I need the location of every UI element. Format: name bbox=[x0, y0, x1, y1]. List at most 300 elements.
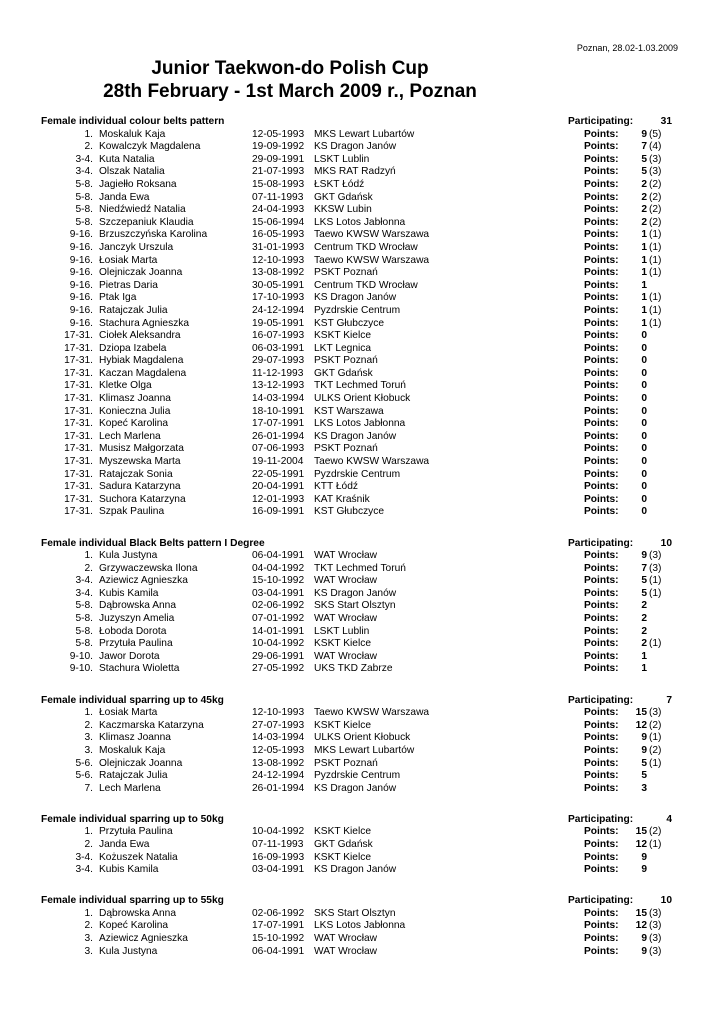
points-value: 0 bbox=[641, 493, 647, 505]
club-name: SKS Start Olsztyn bbox=[314, 907, 396, 919]
competitor-name: Suchora Katarzyna bbox=[99, 493, 186, 505]
result-row bbox=[0, 242, 724, 255]
rank: 2. bbox=[84, 838, 93, 850]
points-label: Points: bbox=[584, 663, 619, 675]
birth-date: 14-03-1994 bbox=[252, 732, 305, 744]
result-row bbox=[0, 506, 724, 519]
club-name: UKS TKD Zabrze bbox=[314, 663, 393, 675]
competitor-name: Grzywaczewska Ilona bbox=[99, 562, 198, 574]
participating-count: 10 bbox=[660, 895, 672, 907]
club-name: KS Dragon Janów bbox=[314, 292, 397, 304]
rank: 3-4. bbox=[75, 864, 93, 876]
points-value: 5 bbox=[641, 153, 647, 165]
birth-date: 19-09-1992 bbox=[252, 141, 305, 153]
points-value: 1 bbox=[641, 229, 647, 241]
rank: 5-6. bbox=[75, 770, 93, 782]
birth-date: 12-05-1993 bbox=[252, 744, 305, 756]
competitor-name: Kletke Olga bbox=[99, 380, 152, 392]
rank: 17-31. bbox=[64, 456, 93, 468]
birth-date: 07-06-1993 bbox=[252, 443, 305, 455]
birth-date: 26-01-1994 bbox=[252, 782, 305, 794]
club-name: KKSW Lubin bbox=[314, 204, 372, 216]
points-label: Points: bbox=[584, 216, 619, 228]
competitor-name: Dąbrowska Anna bbox=[99, 907, 177, 919]
points-label: Points: bbox=[584, 493, 619, 505]
participating-label: Participating: bbox=[568, 813, 634, 825]
competitor-name: Kopeć Karolina bbox=[99, 418, 169, 430]
club-name: WAT Wrocław bbox=[314, 613, 378, 625]
competitor-name: Niedźwiedź Natalia bbox=[99, 204, 186, 216]
points-value: 5 bbox=[641, 575, 647, 587]
rank: 9-16. bbox=[69, 304, 93, 316]
rank: 17-31. bbox=[64, 367, 93, 379]
points-value: 9 bbox=[641, 945, 647, 957]
competitor-name: Łosiak Marta bbox=[99, 707, 158, 719]
result-row bbox=[0, 494, 724, 507]
points-label: Points: bbox=[584, 355, 619, 367]
section-title: Female individual sparring up to 45kg bbox=[41, 694, 224, 706]
points-extra: (3) bbox=[649, 562, 662, 574]
result-row bbox=[0, 292, 724, 305]
points-extra: (1) bbox=[649, 254, 662, 266]
document-subtitle: 28th February - 1st March 2009 r., Poznan bbox=[103, 81, 477, 102]
participating-label: Participating: bbox=[568, 537, 634, 549]
club-name: KSKT Kielce bbox=[314, 851, 372, 863]
birth-date: 14-03-1994 bbox=[252, 393, 305, 405]
rank: 1. bbox=[84, 550, 93, 562]
club-name: TKT Lechmed Toruń bbox=[314, 562, 406, 574]
points-value: 0 bbox=[641, 456, 647, 468]
points-label: Points: bbox=[584, 587, 619, 599]
birth-date: 02-06-1992 bbox=[252, 907, 305, 919]
result-row bbox=[0, 651, 724, 664]
points-label: Points: bbox=[584, 418, 619, 430]
points-extra: (2) bbox=[649, 744, 662, 756]
club-name: TKT Lechmed Toruń bbox=[314, 380, 406, 392]
points-extra: (1) bbox=[649, 838, 662, 850]
rank: 9-16. bbox=[69, 279, 93, 291]
rank: 5-8. bbox=[75, 600, 93, 612]
section-header bbox=[0, 695, 724, 708]
birth-date: 30-05-1991 bbox=[252, 279, 305, 291]
competitor-name: Szczepaniuk Klaudia bbox=[99, 216, 194, 228]
result-row bbox=[0, 154, 724, 167]
result-row bbox=[0, 933, 724, 946]
competitor-name: Łoboda Dorota bbox=[99, 625, 167, 637]
rank: 3-4. bbox=[75, 153, 93, 165]
points-extra: (2) bbox=[649, 204, 662, 216]
competitor-name: Kula Justyna bbox=[99, 945, 158, 957]
result-row bbox=[0, 330, 724, 343]
points-label: Points: bbox=[584, 267, 619, 279]
competitor-name: Myszewska Marta bbox=[99, 456, 181, 468]
competitor-name: Lech Marlena bbox=[99, 782, 161, 794]
result-row bbox=[0, 355, 724, 368]
points-extra: (1) bbox=[649, 757, 662, 769]
section-header bbox=[0, 538, 724, 551]
club-name: LKS Lotos Jabłonna bbox=[314, 418, 406, 430]
rank: 2. bbox=[84, 920, 93, 932]
document-title: Junior Taekwon-do Polish Cup bbox=[151, 58, 429, 79]
club-name: ULKS Orient Kłobuck bbox=[314, 393, 411, 405]
club-name: WAT Wrocław bbox=[314, 550, 378, 562]
rank: 9-10. bbox=[69, 650, 93, 662]
club-name: KST Głubczyce bbox=[314, 317, 385, 329]
birth-date: 20-04-1991 bbox=[252, 481, 305, 493]
section-header bbox=[0, 895, 724, 908]
result-row bbox=[0, 550, 724, 563]
section-title: Female individual sparring up to 55kg bbox=[41, 895, 224, 907]
club-name: Centrum TKD Wrocław bbox=[314, 279, 418, 291]
rank: 5-8. bbox=[75, 178, 93, 190]
points-extra: (1) bbox=[649, 229, 662, 241]
points-value: 9 bbox=[641, 864, 647, 876]
result-row bbox=[0, 783, 724, 796]
club-name: PSKT Poznań bbox=[314, 355, 378, 367]
birth-date: 16-09-1993 bbox=[252, 851, 305, 863]
birth-date: 13-08-1992 bbox=[252, 267, 305, 279]
points-label: Points: bbox=[584, 782, 619, 794]
points-value: 2 bbox=[641, 600, 647, 612]
result-row bbox=[0, 192, 724, 205]
result-row bbox=[0, 908, 724, 921]
birth-date: 07-11-1993 bbox=[252, 838, 304, 850]
competitor-name: Kuta Natalia bbox=[99, 153, 155, 165]
points-extra: (4) bbox=[649, 141, 662, 153]
birth-date: 29-06-1991 bbox=[252, 650, 305, 662]
points-label: Points: bbox=[584, 481, 619, 493]
points-label: Points: bbox=[584, 204, 619, 216]
birth-date: 24-12-1994 bbox=[252, 304, 305, 316]
club-name: KS Dragon Janów bbox=[314, 864, 397, 876]
points-label: Points: bbox=[584, 128, 619, 140]
rank: 9-16. bbox=[69, 229, 93, 241]
competitor-name: Hybiak Magdalena bbox=[99, 355, 184, 367]
rank: 9-16. bbox=[69, 317, 93, 329]
points-value: 1 bbox=[641, 279, 647, 291]
rank: 3. bbox=[84, 945, 93, 957]
birth-date: 16-05-1993 bbox=[252, 229, 305, 241]
club-name: WAT Wrocław bbox=[314, 575, 378, 587]
points-value: 9 bbox=[641, 128, 647, 140]
points-extra: (1) bbox=[649, 732, 662, 744]
points-value: 0 bbox=[641, 380, 647, 392]
points-label: Points: bbox=[584, 744, 619, 756]
points-value: 2 bbox=[641, 178, 647, 190]
points-label: Points: bbox=[584, 153, 619, 165]
competitor-name: Lech Marlena bbox=[99, 430, 161, 442]
section-title: Female individual sparring up to 50kg bbox=[41, 813, 224, 825]
rank: 1. bbox=[84, 128, 93, 140]
rank: 5-8. bbox=[75, 638, 93, 650]
competitor-name: Moskaluk Kaja bbox=[99, 744, 166, 756]
points-extra: (3) bbox=[649, 550, 662, 562]
points-value: 12 bbox=[635, 920, 647, 932]
birth-date: 15-10-1992 bbox=[252, 933, 305, 945]
club-name: GKT Gdańsk bbox=[314, 367, 373, 379]
result-row bbox=[0, 663, 724, 676]
result-row bbox=[0, 638, 724, 651]
birth-date: 13-08-1992 bbox=[252, 757, 305, 769]
points-label: Points: bbox=[584, 443, 619, 455]
points-label: Points: bbox=[584, 757, 619, 769]
competitor-name: Moskaluk Kaja bbox=[99, 128, 166, 140]
results-section bbox=[0, 695, 724, 796]
results-sections bbox=[0, 116, 724, 977]
birth-date: 02-06-1992 bbox=[252, 600, 305, 612]
competitor-name: Dziopa Izabela bbox=[99, 342, 167, 354]
club-name: Pyzdrskie Centrum bbox=[314, 468, 401, 480]
competitor-name: Ratajczak Julia bbox=[99, 304, 168, 316]
rank: 17-31. bbox=[64, 493, 93, 505]
birth-date: 03-04-1991 bbox=[252, 864, 305, 876]
points-extra: (1) bbox=[649, 587, 662, 599]
result-row bbox=[0, 720, 724, 733]
points-label: Points: bbox=[584, 405, 619, 417]
result-row bbox=[0, 318, 724, 331]
points-value: 9 bbox=[641, 744, 647, 756]
points-label: Points: bbox=[584, 600, 619, 612]
result-row bbox=[0, 406, 724, 419]
birth-date: 24-04-1993 bbox=[252, 204, 305, 216]
competitor-name: Szpak Paulina bbox=[99, 506, 165, 518]
competitor-name: Juzyszyn Amelia bbox=[99, 613, 175, 625]
points-value: 1 bbox=[641, 241, 647, 253]
club-name: KSKT Kielce bbox=[314, 719, 372, 731]
participating-label: Participating: bbox=[568, 694, 634, 706]
points-extra: (3) bbox=[649, 153, 662, 165]
points-label: Points: bbox=[584, 933, 619, 945]
points-label: Points: bbox=[584, 304, 619, 316]
club-name: GKT Gdańsk bbox=[314, 838, 373, 850]
birth-date: 12-10-1993 bbox=[252, 254, 305, 266]
birth-date: 12-10-1993 bbox=[252, 707, 305, 719]
result-row bbox=[0, 166, 724, 179]
rank: 17-31. bbox=[64, 443, 93, 455]
rank: 1. bbox=[84, 826, 93, 838]
result-row bbox=[0, 380, 724, 393]
participating-count: 7 bbox=[666, 694, 672, 706]
competitor-name: Klimasz Joanna bbox=[99, 393, 171, 405]
points-label: Points: bbox=[584, 638, 619, 650]
points-value: 1 bbox=[641, 254, 647, 266]
result-row bbox=[0, 204, 724, 217]
result-row bbox=[0, 839, 724, 852]
points-label: Points: bbox=[584, 613, 619, 625]
rank: 2. bbox=[84, 141, 93, 153]
points-label: Points: bbox=[584, 330, 619, 342]
result-row bbox=[0, 129, 724, 142]
club-name: KSKT Kielce bbox=[314, 638, 372, 650]
points-label: Points: bbox=[584, 229, 619, 241]
rank: 17-31. bbox=[64, 380, 93, 392]
points-label: Points: bbox=[584, 707, 619, 719]
competitor-name: Olejniczak Joanna bbox=[99, 757, 183, 769]
points-extra: (2) bbox=[649, 216, 662, 228]
club-name: SKS Start Olsztyn bbox=[314, 600, 396, 612]
result-row bbox=[0, 575, 724, 588]
points-value: 12 bbox=[635, 719, 647, 731]
points-value: 15 bbox=[635, 907, 647, 919]
competitor-name: Kożuszek Natalia bbox=[99, 851, 178, 863]
result-row bbox=[0, 255, 724, 268]
rank: 17-31. bbox=[64, 342, 93, 354]
rank: 9-16. bbox=[69, 241, 93, 253]
rank: 1. bbox=[84, 907, 93, 919]
points-value: 1 bbox=[641, 292, 647, 304]
competitor-name: Aziewicz Agnieszka bbox=[99, 575, 188, 587]
club-name: WAT Wrocław bbox=[314, 650, 378, 662]
participating-label: Participating: bbox=[568, 116, 634, 127]
birth-date: 06-03-1991 bbox=[252, 342, 305, 354]
points-value: 15 bbox=[635, 707, 647, 719]
points-value: 3 bbox=[641, 782, 647, 794]
result-row bbox=[0, 920, 724, 933]
club-name: LKS Lotos Jabłonna bbox=[314, 216, 406, 228]
points-value: 5 bbox=[641, 757, 647, 769]
competitor-name: Janczyk Urszula bbox=[99, 241, 174, 253]
points-label: Points: bbox=[584, 770, 619, 782]
points-extra: (2) bbox=[649, 826, 662, 838]
points-value: 0 bbox=[641, 355, 647, 367]
rank: 3-4. bbox=[75, 587, 93, 599]
points-label: Points: bbox=[584, 851, 619, 863]
result-row bbox=[0, 280, 724, 293]
result-row bbox=[0, 946, 724, 959]
points-extra: (1) bbox=[649, 575, 662, 587]
club-name: ŁSKT Łódź bbox=[314, 178, 365, 190]
birth-date: 11-12-1993 bbox=[252, 367, 304, 379]
result-row bbox=[0, 770, 724, 783]
result-row bbox=[0, 613, 724, 626]
birth-date: 31-01-1993 bbox=[252, 241, 305, 253]
result-row bbox=[0, 443, 724, 456]
competitor-name: Jawor Dorota bbox=[99, 650, 160, 662]
results-section bbox=[0, 814, 724, 877]
rank: 17-31. bbox=[64, 418, 93, 430]
points-value: 0 bbox=[641, 418, 647, 430]
competitor-name: Aziewicz Agnieszka bbox=[99, 933, 188, 945]
points-value: 7 bbox=[641, 562, 647, 574]
points-label: Points: bbox=[584, 550, 619, 562]
points-value: 0 bbox=[641, 330, 647, 342]
points-label: Points: bbox=[584, 719, 619, 731]
points-extra: (2) bbox=[649, 719, 662, 731]
result-row bbox=[0, 368, 724, 381]
section-header bbox=[0, 814, 724, 827]
competitor-name: Janda Ewa bbox=[99, 191, 150, 203]
birth-date: 14-01-1991 bbox=[252, 625, 305, 637]
club-name: GKT Gdańsk bbox=[314, 191, 373, 203]
birth-date: 26-01-1994 bbox=[252, 430, 305, 442]
rank: 2. bbox=[84, 719, 93, 731]
competitor-name: Kaczmarska Katarzyna bbox=[99, 719, 204, 731]
points-value: 9 bbox=[641, 550, 647, 562]
points-label: Points: bbox=[584, 864, 619, 876]
result-row bbox=[0, 745, 724, 758]
participating-count: 4 bbox=[666, 813, 672, 825]
points-extra: (3) bbox=[649, 707, 662, 719]
participating-count: 31 bbox=[660, 116, 672, 127]
club-name: KS Dragon Janów bbox=[314, 587, 397, 599]
points-extra: (3) bbox=[649, 907, 662, 919]
points-value: 0 bbox=[641, 506, 647, 518]
result-row bbox=[0, 179, 724, 192]
rank: 17-31. bbox=[64, 330, 93, 342]
birth-date: 22-05-1991 bbox=[252, 468, 305, 480]
birth-date: 15-06-1994 bbox=[252, 216, 305, 228]
birth-date: 17-07-1991 bbox=[252, 920, 305, 932]
result-row bbox=[0, 563, 724, 576]
club-name: PSKT Poznań bbox=[314, 757, 378, 769]
club-name: KSKT Kielce bbox=[314, 330, 372, 342]
points-value: 1 bbox=[641, 267, 647, 279]
rank: 9-10. bbox=[69, 663, 93, 675]
rank: 9-16. bbox=[69, 267, 93, 279]
club-name: PSKT Poznań bbox=[314, 267, 378, 279]
competitor-name: Stachura Wioletta bbox=[99, 663, 180, 675]
points-value: 0 bbox=[641, 342, 647, 354]
rank: 17-31. bbox=[64, 393, 93, 405]
competitor-name: Ratajczak Sonia bbox=[99, 468, 173, 480]
birth-date: 29-09-1991 bbox=[252, 153, 305, 165]
points-value: 2 bbox=[641, 216, 647, 228]
competitor-name: Kowalczyk Magdalena bbox=[99, 141, 201, 153]
points-value: 9 bbox=[641, 851, 647, 863]
club-name: WAT Wrocław bbox=[314, 945, 378, 957]
birth-date: 27-05-1992 bbox=[252, 663, 305, 675]
competitor-name: Jagiełło Roksana bbox=[99, 178, 177, 190]
points-value: 0 bbox=[641, 367, 647, 379]
club-name: PSKT Poznań bbox=[314, 443, 378, 455]
points-value: 2 bbox=[641, 638, 647, 650]
rank: 3. bbox=[84, 933, 93, 945]
result-row bbox=[0, 393, 724, 406]
points-label: Points: bbox=[584, 191, 619, 203]
birth-date: 10-04-1992 bbox=[252, 826, 305, 838]
rank: 17-31. bbox=[64, 506, 93, 518]
points-label: Points: bbox=[584, 575, 619, 587]
birth-date: 12-01-1993 bbox=[252, 493, 305, 505]
result-row bbox=[0, 758, 724, 771]
points-value: 5 bbox=[641, 587, 647, 599]
competitor-name: Dąbrowska Anna bbox=[99, 600, 177, 612]
competitor-name: Sadura Katarzyna bbox=[99, 481, 181, 493]
club-name: ULKS Orient Kłobuck bbox=[314, 732, 411, 744]
result-row bbox=[0, 626, 724, 639]
rank: 3-4. bbox=[75, 851, 93, 863]
birth-date: 18-10-1991 bbox=[252, 405, 305, 417]
birth-date: 04-04-1992 bbox=[252, 562, 305, 574]
club-name: KS Dragon Janów bbox=[314, 430, 397, 442]
rank: 3. bbox=[84, 732, 93, 744]
competitor-name: Przytuła Paulina bbox=[99, 638, 173, 650]
points-value: 1 bbox=[641, 317, 647, 329]
club-name: Taewo KWSW Warszawa bbox=[314, 707, 430, 719]
rank: 5-8. bbox=[75, 191, 93, 203]
rank: 5-6. bbox=[75, 757, 93, 769]
result-row bbox=[0, 267, 724, 280]
competitor-name: Kula Justyna bbox=[99, 550, 158, 562]
points-label: Points: bbox=[584, 380, 619, 392]
result-row bbox=[0, 469, 724, 482]
competitor-name: Olejniczak Joanna bbox=[99, 267, 183, 279]
result-row bbox=[0, 864, 724, 877]
birth-date: 16-09-1991 bbox=[252, 506, 305, 518]
rank: 2. bbox=[84, 562, 93, 574]
points-label: Points: bbox=[584, 178, 619, 190]
result-row bbox=[0, 456, 724, 469]
